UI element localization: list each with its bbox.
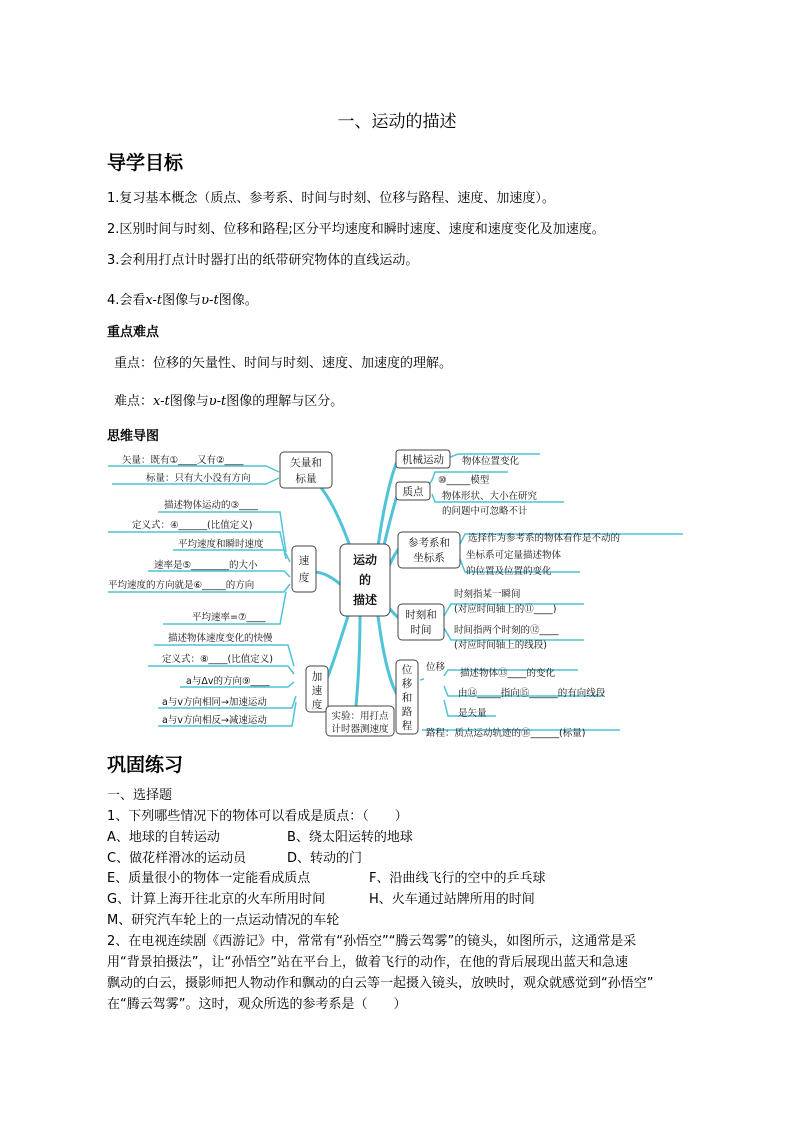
particle-line-2: 物体形状、大小在研究 [442, 491, 538, 502]
particle-line-3: 的问题中可忽略不计 [442, 506, 528, 517]
node-velocity [292, 546, 316, 592]
velocity-line-5: 平均速度的方向就是⑥_____的方向 [108, 580, 255, 591]
acceleration-line-3: a与Δv的方向⑨____ [186, 676, 270, 687]
time-line-1: 时刻指某一瞬间 [454, 589, 521, 600]
particle-line-1: ⑩_____模型 [438, 475, 490, 486]
acceleration-label-2: 速 [311, 685, 323, 697]
velocity-line-4: 速率是⑤________的大小 [154, 560, 258, 571]
acceleration-line-1: 描述物体速度变化的快慢 [168, 633, 273, 644]
time-line-4: (对应时间轴上的线段) [454, 640, 547, 651]
key-points-heading: 重点难点 [107, 325, 160, 340]
experiment-label-1: 实验：用打点 [331, 711, 389, 722]
center-line-2: 的 [358, 573, 372, 587]
branch-displacement [378, 616, 398, 696]
exercise-heading: 巩固练习 [107, 754, 184, 776]
acceleration-line-4: a与v方向相同→加速运动 [162, 697, 267, 708]
q1-option-f: F、沿曲线飞行的空中的乒乓球 [369, 871, 546, 886]
velocity-line-2: 定义式：④______(比值定义) [132, 520, 253, 531]
q1-option-a: A、地球的自转运动 [107, 830, 220, 845]
acceleration-line-2: 定义式：⑧____(比值定义) [162, 654, 273, 665]
displacement-line-2: 由⑭_____指向⑮______的有向线段 [458, 688, 606, 699]
velocity-line-6: 平均速率=⑦____ [192, 612, 266, 623]
q1-option-g: G、计算上海开往北京的火车所用时间 [107, 892, 326, 907]
exercise-section: 一、选择题 [107, 788, 173, 803]
mindmap-heading: 思维导图 [107, 429, 160, 444]
velocity-line-1: 描述物体运动的③____ [164, 500, 259, 511]
time-line-3: 时间指两个时刻的⑫____ [454, 625, 559, 636]
reference-line-3: 的位置及位置的变化 [466, 566, 552, 577]
question-2-line-1: 2、在电视连续剧《西游记》中，常常有“孙悟空”“腾云驾雾”的镜头，如图所示，这通常是采 [107, 934, 637, 949]
acceleration-label-3: 度 [311, 699, 323, 711]
displacement-label-1: 位 [401, 664, 413, 676]
q1-option-c: C、做花样滑冰的运动员 [107, 851, 247, 866]
guide-heading: 导学目标 [107, 152, 184, 174]
question-2-line-2: 用“背景拍摄法”，让“孙悟空”站在平台上，做着飞行的动作，在他的背后展现出蓝天和急速 [107, 955, 628, 970]
displacement-label-5: 程 [401, 720, 413, 732]
branch-experiment [356, 616, 360, 706]
mindmap-diagram [108, 444, 688, 742]
displacement-label-2: 移 [401, 678, 413, 690]
difficult-point: 难点：x-t图像与υ-t图像的理解与区分。 [114, 394, 344, 409]
velocity-label-2: 度 [298, 572, 310, 584]
question-2-line-3: 飘动的白云，摄影师把人物动作和飘动的白云等一起摄入镜头，放映时，观众就感觉到“孙悟空” [107, 976, 654, 991]
branch-velocity [313, 572, 340, 584]
velocity-label-1: 速 [298, 555, 310, 567]
velocity-line-3: 平均速度和瞬时速度 [178, 539, 264, 550]
vector-label-2: 标量 [295, 473, 317, 485]
particle-label: 质点 [402, 486, 424, 498]
page-title: 一、运动的描述 [337, 112, 457, 132]
vector-line-1: 矢量：既有①____又有②____ [122, 455, 244, 466]
vector-line-2: 标量：只有大小没有方向 [146, 473, 251, 484]
acceleration-label-1: 加 [311, 671, 323, 683]
question-1: 1、下列哪些情况下的物体可以看成是质点：（ ） [107, 809, 408, 824]
acceleration-line-5: a与v方向相反→减速运动 [162, 715, 267, 726]
vector-label-1: 矢量和 [290, 457, 322, 469]
displacement-label-3: 和 [401, 692, 413, 704]
q1-option-h: H、火车通过站牌所用的时间 [369, 892, 535, 907]
displacement-line-1: 描述物体⑬____的变化 [460, 668, 556, 679]
displacement-line-3: 是矢量 [458, 708, 487, 719]
question-2-line-4: 在“腾云驾雾”。这时，观众所选的参考系是（ ） [107, 997, 407, 1012]
reference-label-2: 坐标系 [413, 552, 445, 564]
displacement-line-4: 路程：质点运动轨迹的⑯______(标量) [426, 728, 586, 739]
experiment-label-2: 计时器测速度 [331, 724, 389, 735]
displacement-sub: 位移 [426, 662, 446, 673]
guide-item-1: 1.复习基本概念（质点、参考系、时间与时刻、位移与路程、速度、加速度）。 [107, 191, 555, 206]
q1-option-b: B、绕太阳运转的地球 [287, 830, 413, 845]
key-point: 重点：位移的矢量性、时间与时刻、速度、加速度的理解。 [114, 356, 453, 371]
q1-option-m: M、研究汽车轮上的一点运动情况的车轮 [107, 913, 340, 928]
displacement-label-4: 路 [401, 706, 413, 718]
center-line-1: 运动 [352, 553, 378, 567]
time-line-2: (对应时间轴上的⑪____) [454, 604, 557, 615]
guide-item-2: 2.区别时间与时刻、位移和路程;区分平均速度和瞬时速度、速度和速度变化及加速度。 [107, 222, 605, 237]
guide-item-3: 3.会利用打点计时器打出的纸带研究物体的直线运动。 [107, 253, 419, 268]
q1-option-d: D、转动的门 [287, 851, 363, 866]
q1-option-e: E、质量很小的物体一定能看成质点 [107, 871, 311, 886]
time-label-2: 时间 [410, 624, 432, 636]
reference-label-1: 参考系和 [408, 537, 450, 549]
center-line-3: 描述 [352, 593, 378, 607]
time-label-1: 时刻和 [405, 609, 437, 621]
reference-line-1: 选择作为参考系的物体看作是不动的 [468, 533, 621, 544]
mechanical-label: 机械运动 [402, 454, 444, 466]
reference-line-2: 坐标系可定量描述物体 [466, 550, 562, 561]
guide-item-4: 4.会看x-t图像与υ-t图像。 [107, 293, 258, 308]
mechanical-desc: 物体位置变化 [462, 456, 520, 467]
